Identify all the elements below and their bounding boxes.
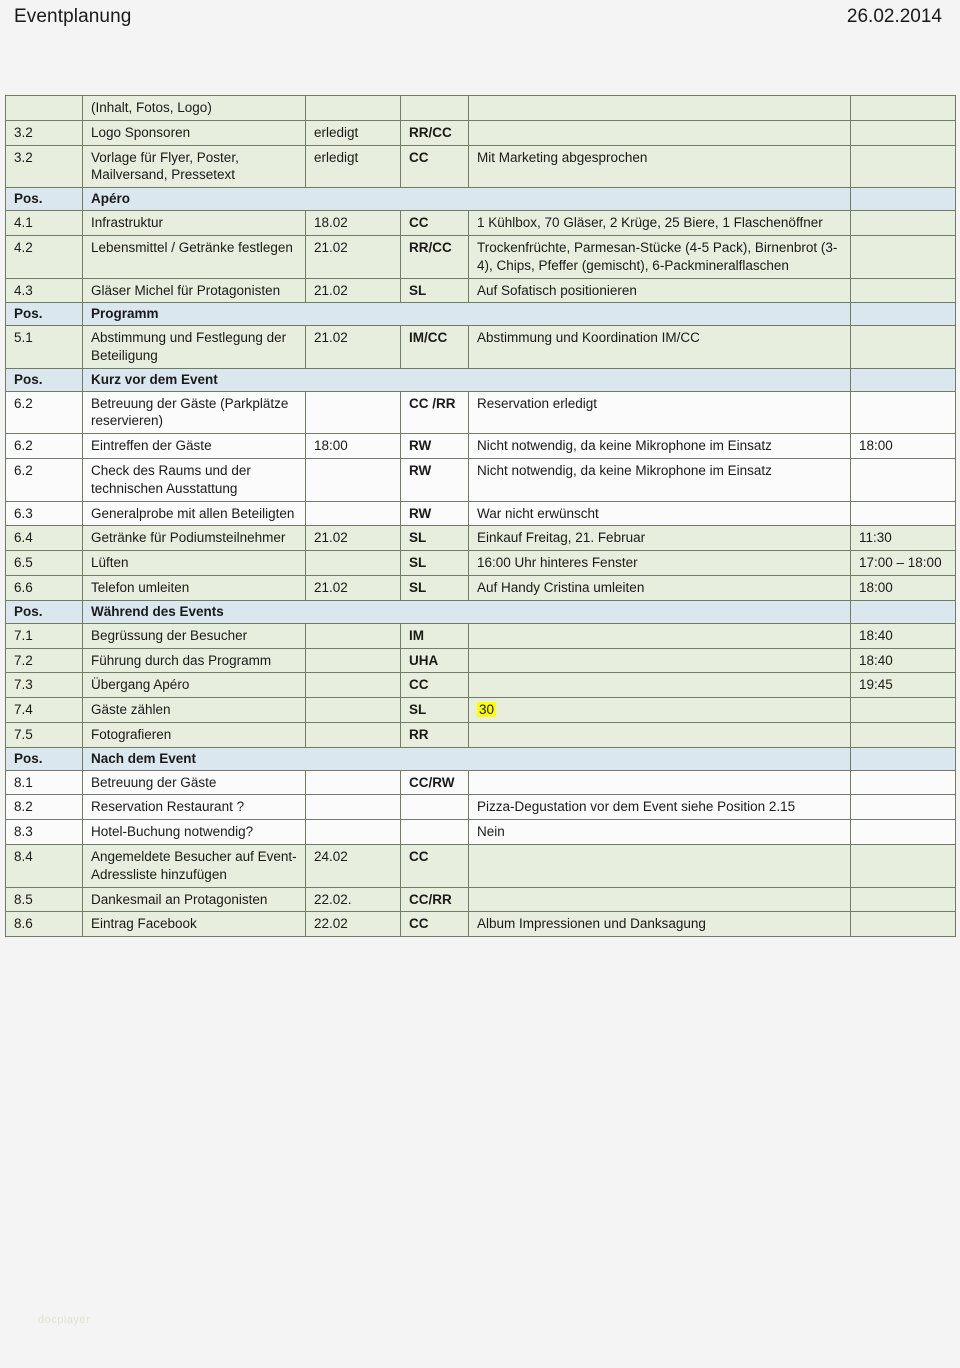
row-time <box>851 501 956 526</box>
row-note <box>469 770 851 795</box>
row-responsible: CC <box>401 211 469 236</box>
row-responsible: IM <box>401 623 469 648</box>
row-task: Logo Sponsoren <box>83 120 306 145</box>
row-position: 8.3 <box>6 820 83 845</box>
table-row <box>6 391 956 434</box>
row-time <box>851 912 956 937</box>
section-time-spacer <box>851 600 956 623</box>
table-row <box>6 551 956 576</box>
row-responsible: CC <box>401 845 469 888</box>
row-time <box>851 698 956 723</box>
row-responsible: IM/CC <box>401 326 469 369</box>
row-time: 18:40 <box>851 648 956 673</box>
row-note <box>469 673 851 698</box>
row-responsible: RR/CC <box>401 120 469 145</box>
row-note: Auf Handy Cristina umleiten <box>469 576 851 601</box>
row-position: 6.5 <box>6 551 83 576</box>
row-task: Gäste zählen <box>83 698 306 723</box>
row-date: 21.02 <box>306 278 401 303</box>
row-time <box>851 278 956 303</box>
row-note <box>469 623 851 648</box>
row-time <box>851 211 956 236</box>
section-pos-label: Pos. <box>6 303 83 326</box>
document-date: 26.02.2014 <box>846 6 942 27</box>
event-plan-container <box>0 95 960 937</box>
row-note: Trockenfrüchte, Parmesan-Stücke (4-5 Pack), Birnenbrot (3-4), Chips, Pfeffer (gemischt), 6-Packmineralflaschen <box>469 235 851 278</box>
row-position: 7.5 <box>6 722 83 747</box>
row-task: Lebensmittel / Getränke festlegen <box>83 235 306 278</box>
row-position: 6.3 <box>6 501 83 526</box>
section-header-row <box>6 600 956 623</box>
row-note: Einkauf Freitag, 21. Februar <box>469 526 851 551</box>
section-time-spacer <box>851 747 956 770</box>
table-row <box>6 145 956 188</box>
row-responsible <box>401 96 469 121</box>
row-note <box>469 120 851 145</box>
table-row <box>6 501 956 526</box>
table-row <box>6 722 956 747</box>
row-time: 19:45 <box>851 673 956 698</box>
section-time-spacer <box>851 188 956 211</box>
row-date <box>306 391 401 434</box>
row-task: Abstimmung und Festlegung der Beteiligung <box>83 326 306 369</box>
row-position: 7.1 <box>6 623 83 648</box>
row-date <box>306 459 401 502</box>
row-date: 21.02 <box>306 235 401 278</box>
section-title: Während des Events <box>83 600 851 623</box>
row-time <box>851 795 956 820</box>
row-responsible: CC /RR <box>401 391 469 434</box>
row-date <box>306 551 401 576</box>
row-position: 6.6 <box>6 576 83 601</box>
row-time <box>851 887 956 912</box>
table-row <box>6 912 956 937</box>
row-task: Getränke für Podiumsteilnehmer <box>83 526 306 551</box>
row-responsible: CC <box>401 912 469 937</box>
row-note: Album Impressionen und Danksagung <box>469 912 851 937</box>
row-note <box>469 648 851 673</box>
row-date <box>306 770 401 795</box>
section-header-row <box>6 188 956 211</box>
section-pos-label: Pos. <box>6 188 83 211</box>
row-time: 18:00 <box>851 576 956 601</box>
row-date <box>306 648 401 673</box>
row-position: 5.1 <box>6 326 83 369</box>
page-header <box>0 0 960 95</box>
row-note: Nicht notwendig, da keine Mikrophone im Einsatz <box>469 459 851 502</box>
row-time <box>851 845 956 888</box>
row-responsible: SL <box>401 551 469 576</box>
row-task: Reservation Restaurant ? <box>83 795 306 820</box>
table-row <box>6 887 956 912</box>
row-position: 4.2 <box>6 235 83 278</box>
row-date: 18.02 <box>306 211 401 236</box>
row-task: Übergang Apéro <box>83 673 306 698</box>
row-time <box>851 235 956 278</box>
row-task: Begrüssung der Besucher <box>83 623 306 648</box>
row-position: 6.2 <box>6 434 83 459</box>
section-title: Programm <box>83 303 851 326</box>
row-task: Eintrag Facebook <box>83 912 306 937</box>
row-position: 8.4 <box>6 845 83 888</box>
row-position <box>6 96 83 121</box>
row-note: Auf Sofatisch positionieren <box>469 278 851 303</box>
table-row <box>6 795 956 820</box>
row-time: 11:30 <box>851 526 956 551</box>
row-position: 8.2 <box>6 795 83 820</box>
row-date: 21.02 <box>306 526 401 551</box>
row-task: Infrastruktur <box>83 211 306 236</box>
row-responsible: SL <box>401 576 469 601</box>
row-date: 21.02 <box>306 326 401 369</box>
table-row <box>6 648 956 673</box>
row-position: 3.2 <box>6 145 83 188</box>
row-date <box>306 673 401 698</box>
row-date <box>306 795 401 820</box>
row-note: Reservation erledigt <box>469 391 851 434</box>
row-note: War nicht erwünscht <box>469 501 851 526</box>
row-task: Betreuung der Gäste (Parkplätze reservieren) <box>83 391 306 434</box>
row-time <box>851 326 956 369</box>
section-time-spacer <box>851 368 956 391</box>
row-task: Gläser Michel für Protagonisten <box>83 278 306 303</box>
row-responsible <box>401 795 469 820</box>
row-task: Vorlage für Flyer, Poster, Mailversand, Pressetext <box>83 145 306 188</box>
row-date <box>306 722 401 747</box>
row-task: Generalprobe mit allen Beteiligten <box>83 501 306 526</box>
row-time <box>851 120 956 145</box>
row-time <box>851 145 956 188</box>
table-row <box>6 623 956 648</box>
table-row <box>6 211 956 236</box>
row-task: Telefon umleiten <box>83 576 306 601</box>
row-task: Dankesmail an Protagonisten <box>83 887 306 912</box>
row-note: Nicht notwendig, da keine Mikrophone im Einsatz <box>469 434 851 459</box>
row-position: 4.1 <box>6 211 83 236</box>
row-date: erledigt <box>306 120 401 145</box>
row-time <box>851 96 956 121</box>
row-note: 1 Kühlbox, 70 Gläser, 2 Krüge, 25 Biere, 1 Flaschenöffner <box>469 211 851 236</box>
table-row <box>6 120 956 145</box>
table-row <box>6 235 956 278</box>
row-note <box>469 845 851 888</box>
row-responsible: UHA <box>401 648 469 673</box>
row-responsible: CC/RR <box>401 887 469 912</box>
row-position: 3.2 <box>6 120 83 145</box>
table-row <box>6 434 956 459</box>
row-time <box>851 820 956 845</box>
section-pos-label: Pos. <box>6 747 83 770</box>
table-row <box>6 526 956 551</box>
table-row <box>6 845 956 888</box>
row-position: 4.3 <box>6 278 83 303</box>
row-date <box>306 96 401 121</box>
row-time <box>851 770 956 795</box>
row-position: 7.4 <box>6 698 83 723</box>
row-note: Nein <box>469 820 851 845</box>
row-responsible: RR/CC <box>401 235 469 278</box>
row-time <box>851 722 956 747</box>
row-responsible: RW <box>401 459 469 502</box>
section-title: Apéro <box>83 188 851 211</box>
row-date: 22.02 <box>306 912 401 937</box>
row-date: 21.02 <box>306 576 401 601</box>
table-row <box>6 326 956 369</box>
row-time: 18:40 <box>851 623 956 648</box>
highlighted-value: 30 <box>479 702 495 718</box>
row-time: 18:00 <box>851 434 956 459</box>
table-row <box>6 820 956 845</box>
section-time-spacer <box>851 303 956 326</box>
row-responsible: CC <box>401 145 469 188</box>
row-position: 6.4 <box>6 526 83 551</box>
row-task: Eintreffen der Gäste <box>83 434 306 459</box>
row-task: (Inhalt, Fotos, Logo) <box>83 96 306 121</box>
row-date <box>306 501 401 526</box>
row-responsible: SL <box>401 526 469 551</box>
row-responsible: RW <box>401 501 469 526</box>
table-row <box>6 770 956 795</box>
row-task: Fotografieren <box>83 722 306 747</box>
row-task: Angemeldete Besucher auf Event- Adressliste hinzufügen <box>83 845 306 888</box>
row-note <box>469 722 851 747</box>
row-date: erledigt <box>306 145 401 188</box>
section-header-row <box>6 368 956 391</box>
row-position: 8.5 <box>6 887 83 912</box>
row-note <box>469 96 851 121</box>
row-note: Abstimmung und Koordination IM/CC <box>469 326 851 369</box>
row-responsible: SL <box>401 698 469 723</box>
row-time <box>851 459 956 502</box>
row-responsible: CC <box>401 673 469 698</box>
table-row <box>6 673 956 698</box>
row-note <box>469 698 851 723</box>
row-time: 17:00 – 18:00 <box>851 551 956 576</box>
row-position: 7.2 <box>6 648 83 673</box>
event-plan-table <box>5 95 956 937</box>
row-task: Check des Raums und der technischen Ausstattung <box>83 459 306 502</box>
table-row <box>6 698 956 723</box>
section-title: Nach dem Event <box>83 747 851 770</box>
row-date: 22.02. <box>306 887 401 912</box>
row-task: Führung durch das Programm <box>83 648 306 673</box>
row-date <box>306 820 401 845</box>
section-header-row <box>6 747 956 770</box>
row-responsible: CC/RW <box>401 770 469 795</box>
row-task: Betreuung der Gäste <box>83 770 306 795</box>
row-note <box>469 887 851 912</box>
table-row <box>6 96 956 121</box>
table-row <box>6 459 956 502</box>
watermark: docplayer <box>38 1314 91 1326</box>
row-date: 24.02 <box>306 845 401 888</box>
row-date <box>306 698 401 723</box>
row-position: 8.1 <box>6 770 83 795</box>
row-date <box>306 623 401 648</box>
row-note: 16:00 Uhr hinteres Fenster <box>469 551 851 576</box>
page-title: Eventplanung <box>14 6 132 27</box>
section-title: Kurz vor dem Event <box>83 368 851 391</box>
row-note: Pizza-Degustation vor dem Event siehe Position 2.15 <box>469 795 851 820</box>
row-responsible: RW <box>401 434 469 459</box>
row-position: 6.2 <box>6 391 83 434</box>
row-responsible <box>401 820 469 845</box>
row-date: 18:00 <box>306 434 401 459</box>
row-note: Mit Marketing abgesprochen <box>469 145 851 188</box>
event-plan-body <box>6 96 956 937</box>
row-responsible: SL <box>401 278 469 303</box>
table-row <box>6 278 956 303</box>
row-task: Lüften <box>83 551 306 576</box>
row-task: Hotel-Buchung notwendig? <box>83 820 306 845</box>
section-header-row <box>6 303 956 326</box>
section-pos-label: Pos. <box>6 368 83 391</box>
row-position: 8.6 <box>6 912 83 937</box>
row-time <box>851 391 956 434</box>
section-pos-label: Pos. <box>6 600 83 623</box>
row-position: 6.2 <box>6 459 83 502</box>
row-position: 7.3 <box>6 673 83 698</box>
table-row <box>6 576 956 601</box>
row-responsible: RR <box>401 722 469 747</box>
